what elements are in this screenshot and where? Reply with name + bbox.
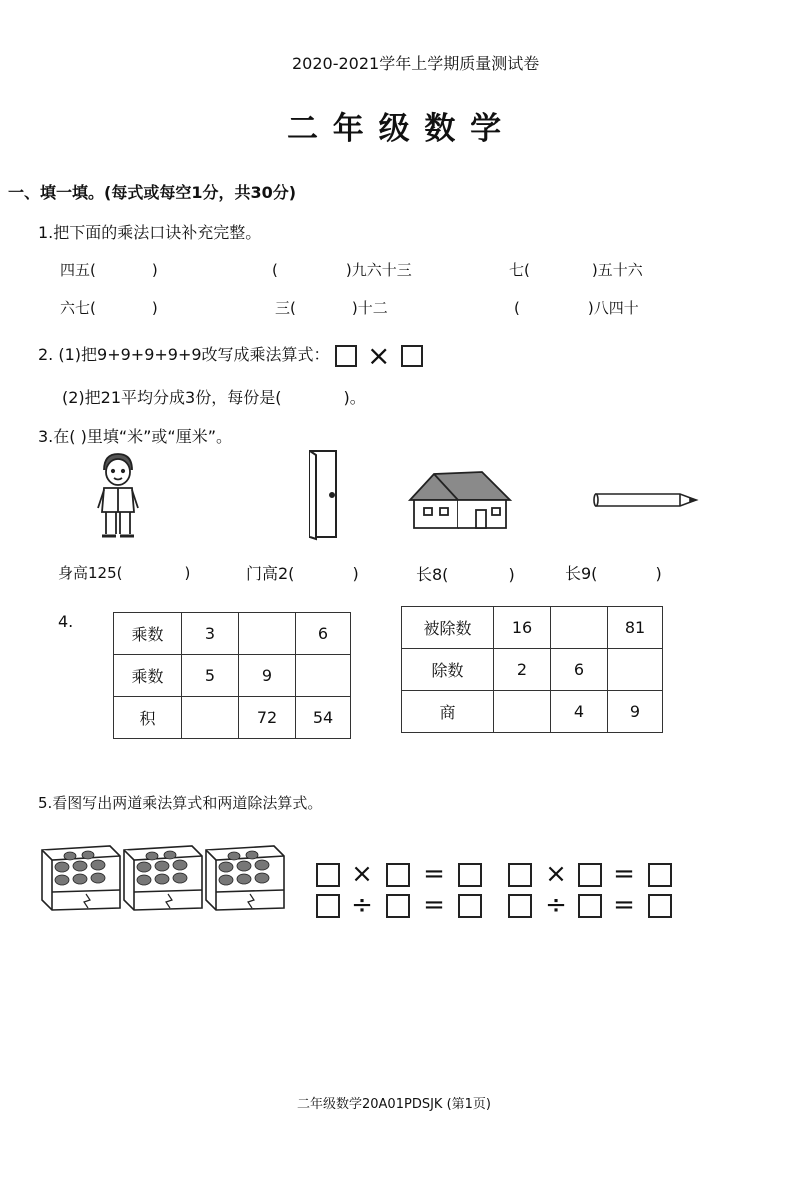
table-cell: 16	[494, 607, 551, 649]
q1-blank-3: 七( )五十六	[509, 261, 643, 279]
equals-sign: =	[613, 890, 635, 920]
table-cell: 乘数	[114, 613, 182, 655]
page-footer: 二年级数学20A01PDSJK (第1页)	[297, 1097, 491, 1112]
exam-term: 2020-2021学年上学期质量测试卷	[292, 54, 540, 73]
answer-box[interactable]	[458, 894, 482, 918]
page-title: 二 年 级 数 学	[287, 111, 504, 147]
q3-blank-door: 门高2( )	[246, 564, 359, 583]
answer-box[interactable]	[578, 894, 602, 918]
table-cell: 72	[239, 697, 296, 739]
q1-blank-4: 六七( )	[60, 299, 158, 317]
q2-part2: (2)把21平均分成3份，每份是( )。	[62, 388, 366, 407]
answer-box[interactable]	[335, 345, 357, 367]
multiplication-table	[113, 612, 351, 739]
egg-carton-icon	[40, 842, 292, 914]
table-cell: 2	[494, 649, 551, 691]
table-cell: 6	[551, 649, 608, 691]
q1-blank-1: 四五( )	[60, 261, 158, 279]
equation-row-multiply	[316, 859, 676, 889]
q3-prompt: 3.在( )里填“米”或“厘米”。	[38, 427, 232, 446]
boy-icon	[90, 450, 146, 542]
answer-box[interactable]	[401, 345, 423, 367]
equals-sign: =	[613, 859, 635, 889]
answer-box[interactable]	[316, 894, 340, 918]
equals-sign: =	[423, 859, 445, 889]
table-cell: 81	[608, 607, 663, 649]
table-cell: 积	[114, 697, 182, 739]
times-sign: ×	[545, 859, 567, 889]
table-cell[interactable]	[296, 655, 351, 697]
division-table	[401, 606, 663, 733]
q1-blank-6: ( )八四十	[514, 299, 639, 317]
table-cell: 54	[296, 697, 351, 739]
q1-prompt: 1.把下面的乘法口诀补充完整。	[38, 223, 262, 242]
answer-box[interactable]	[508, 894, 532, 918]
table-cell: 4	[551, 691, 608, 733]
table-cell[interactable]	[239, 613, 296, 655]
q2-part1: 2. (1)把9+9+9+9+9改写成乘法算式： ×	[38, 342, 423, 368]
table-cell: 3	[182, 613, 239, 655]
answer-box[interactable]	[458, 863, 482, 887]
answer-box[interactable]	[386, 863, 410, 887]
table-cell: 9	[608, 691, 663, 733]
q4-number: 4.	[58, 612, 74, 631]
pencil-icon	[592, 491, 700, 509]
equals-sign: =	[423, 890, 445, 920]
times-sign: ×	[367, 338, 391, 372]
times-sign: ×	[351, 859, 373, 889]
door-icon	[306, 449, 340, 541]
q5-prompt: 5.看图写出两道乘法算式和两道除法算式。	[38, 794, 323, 812]
table-cell[interactable]	[182, 697, 239, 739]
answer-box[interactable]	[316, 863, 340, 887]
answer-box[interactable]	[508, 863, 532, 887]
table-cell: 商	[402, 691, 494, 733]
house-icon	[404, 468, 516, 536]
table-cell[interactable]	[608, 649, 663, 691]
answer-box[interactable]	[578, 863, 602, 887]
divide-sign: ÷	[351, 890, 373, 920]
table-cell: 乘数	[114, 655, 182, 697]
table-cell[interactable]	[494, 691, 551, 733]
equation-row-divide	[316, 890, 676, 920]
table-cell: 5	[182, 655, 239, 697]
answer-box[interactable]	[648, 863, 672, 887]
q1-blank-5: 三( )十二	[275, 299, 388, 317]
q1-blank-2: ( )九六十三	[272, 261, 412, 279]
answer-box[interactable]	[648, 894, 672, 918]
table-cell: 除数	[402, 649, 494, 691]
section-heading: 一、填一填。(每式或每空1分，共30分)	[8, 183, 297, 202]
divide-sign: ÷	[545, 890, 567, 920]
table-cell: 被除数	[402, 607, 494, 649]
table-cell: 6	[296, 613, 351, 655]
table-cell: 9	[239, 655, 296, 697]
q3-blank-house: 长8( )	[416, 565, 515, 584]
q3-blank-pencil: 长9( )	[565, 564, 662, 583]
answer-box[interactable]	[386, 894, 410, 918]
q3-blank-height: 身高125( )	[58, 564, 191, 582]
table-cell[interactable]	[551, 607, 608, 649]
